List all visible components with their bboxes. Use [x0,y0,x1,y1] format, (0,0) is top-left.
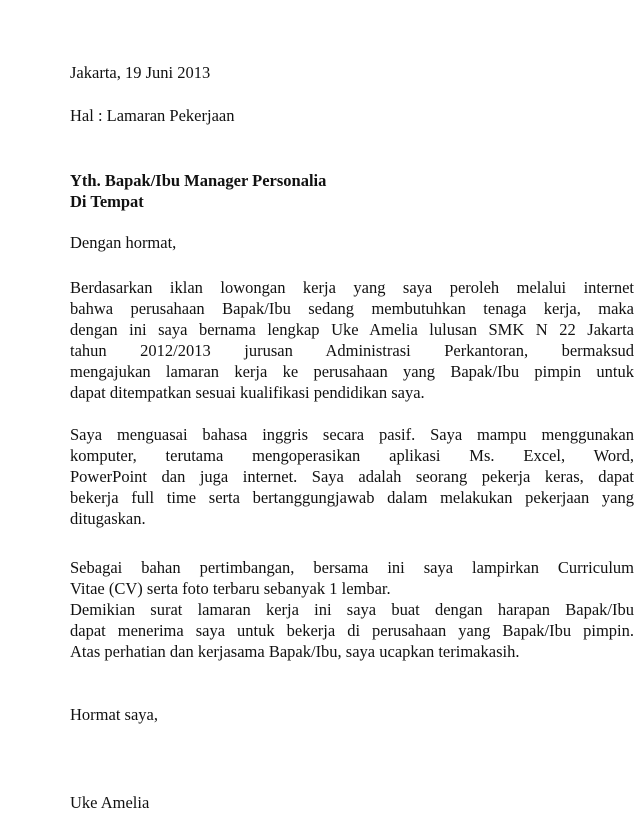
paragraph-line: bahwa perusahaan Bapak/Ibu sedang membutuhkan tenaga kerja, maka [70,299,634,318]
recipient-line-2: Di Tempat [70,192,144,211]
paragraph-line: ditugaskan. [70,509,146,528]
paragraph-line: tahun 2012/2013 jurusan Administrasi Perkantoran, bermaksud [70,341,634,360]
paragraph-1 [70,277,634,403]
paragraph-4 [70,599,634,662]
signature-name: Uke Amelia [70,793,150,812]
paragraph-line: dapat ditempatkan sesuai kualifikasi pendidikan saya. [70,383,425,402]
paragraph-line: dengan ini saya bernama lengkap Uke Amelia lulusan SMK N 22 Jakarta [70,320,634,339]
subject-line: Hal : Lamaran Pekerjaan [70,106,235,125]
paragraph-2 [70,424,634,529]
paragraph-line: Berdasarkan iklan lowongan kerja yang saya peroleh melalui internet [70,278,634,297]
paragraph-line: Demikian surat lamaran kerja ini saya buat dengan harapan Bapak/Ibu [70,600,634,619]
paragraph-line: Atas perhatian dan kerjasama Bapak/Ibu, saya ucapkan terimakasih. [70,642,520,661]
closing: Hormat saya, [70,705,158,724]
paragraph-line: mengajukan lamaran kerja ke perusahaan yang Bapak/Ibu pimpin untuk [70,362,634,381]
date-line: Jakarta, 19 Juni 2013 [70,63,211,82]
paragraph-line: Sebagai bahan pertimbangan, bersama ini saya lampirkan Curriculum [70,558,634,577]
paragraph-line: komputer, terutama mengoperasikan aplikasi Ms. Excel, Word, [70,446,634,465]
paragraph-line: Vitae (CV) serta foto terbaru sebanyak 1 lembar. [70,579,391,598]
paragraph-line: bekerja full time serta bertanggungjawab dalam melakukan pekerjaan yang [70,488,634,507]
greeting: Dengan hormat, [70,233,177,252]
paragraph-line: Saya menguasai bahasa inggris secara pasif. Saya mampu menggunakan [70,425,634,444]
paragraph-line: dapat menerima saya untuk bekerja di perusahaan yang Bapak/Ibu pimpin. [70,621,634,640]
recipient-line-1: Yth. Bapak/Ibu Manager Personalia [70,171,327,190]
paragraph-line: PowerPoint dan juga internet. Saya adalah seorang pekerja keras, dapat [70,467,634,486]
paragraph-3 [70,557,634,599]
